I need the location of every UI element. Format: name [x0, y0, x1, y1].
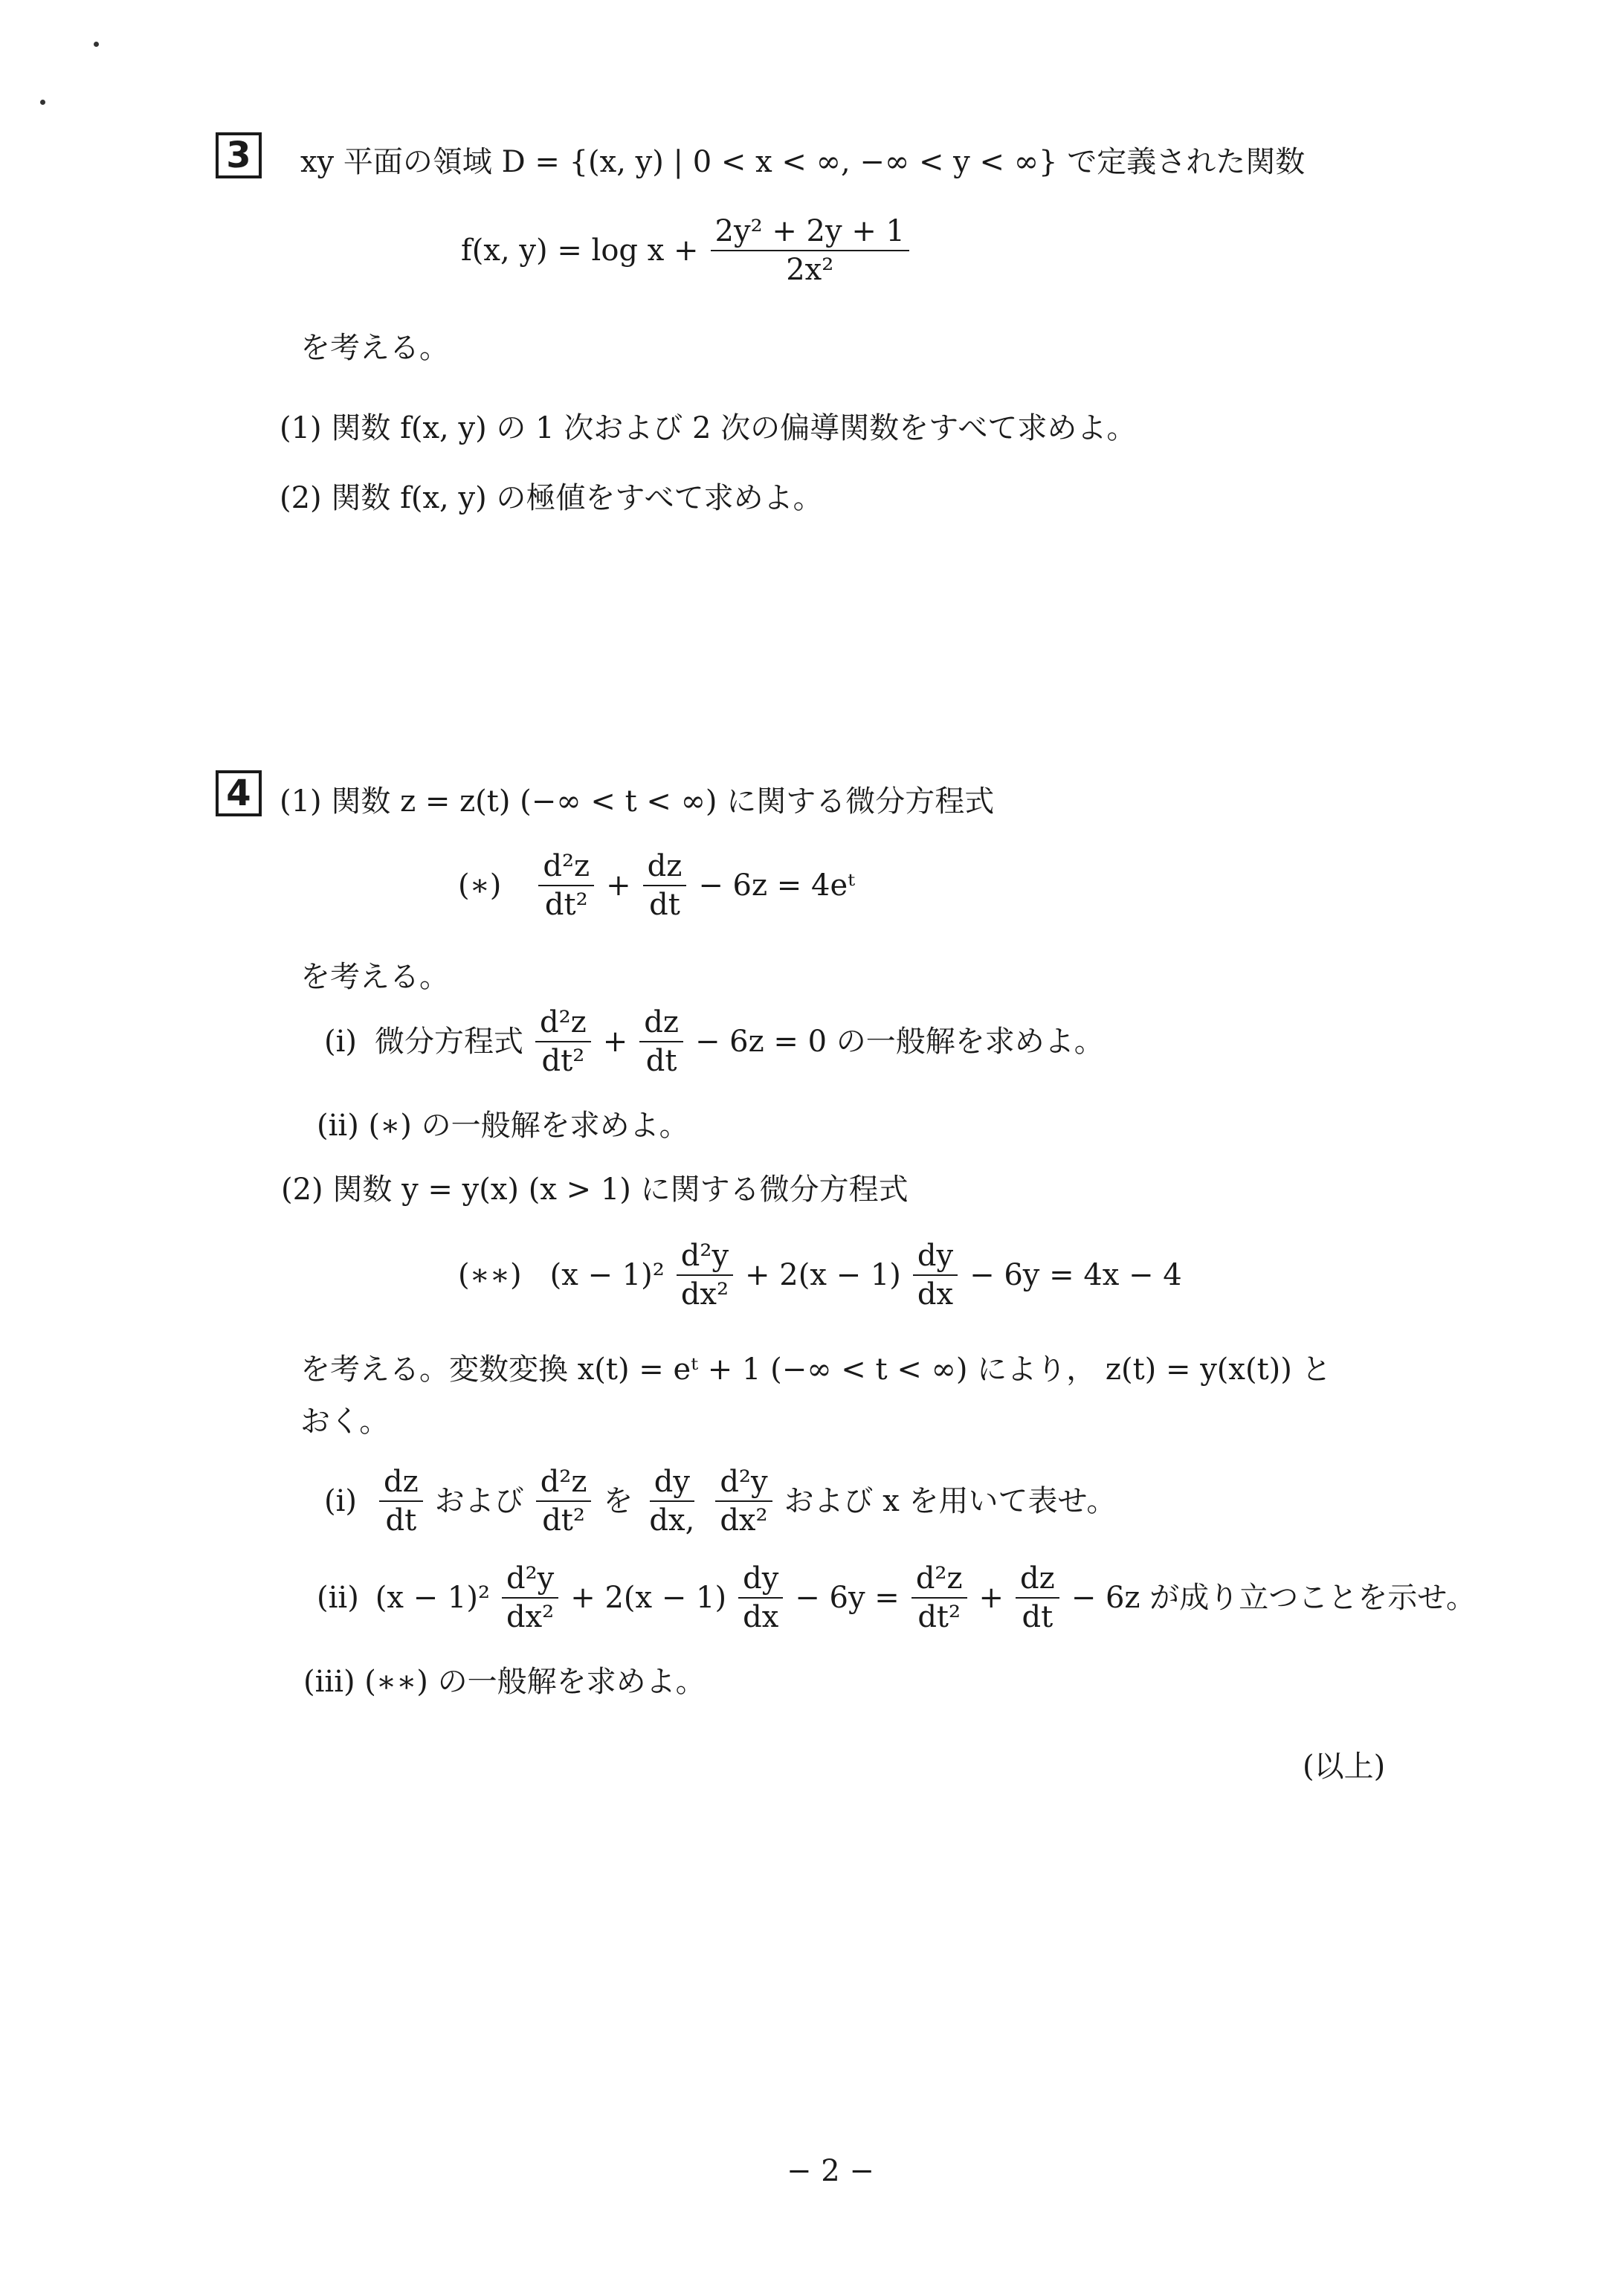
equation-double-star-tag: (∗∗) — [458, 1258, 522, 1292]
numerator: dy — [738, 1563, 783, 1599]
problem-4-number: 4 — [216, 770, 262, 816]
fraction — [1016, 1563, 1059, 1633]
denominator: dt² — [541, 1044, 585, 1078]
numerator: d²y — [502, 1563, 558, 1599]
numerator: dy — [650, 1466, 694, 1502]
denominator: dx² — [506, 1600, 555, 1634]
problem-4-part-2-intro: (2) 関数 y = y(x) (x > 1) に関する微分方程式 — [281, 1173, 909, 1207]
numerator: d²y — [715, 1466, 772, 1502]
denominator: dt — [385, 1503, 417, 1538]
sub-ii-mid: + 2(x − 1) — [570, 1581, 727, 1615]
numerator: dz — [379, 1466, 423, 1502]
fraction — [536, 1466, 592, 1536]
problem-3-consider: を考える。 — [300, 331, 449, 365]
fraction — [639, 1007, 683, 1077]
sub-ii-eq: − 6y = — [795, 1581, 900, 1615]
equation-star — [458, 851, 855, 920]
problem-3-intro: xy 平面の領域 D = {(x, y) | 0 < x < ∞, −∞ < y < ∞} で定義された関数 — [300, 145, 1306, 179]
numerator: d²z — [911, 1563, 967, 1599]
fraction — [538, 851, 594, 920]
problem-3-question-1: (1) 関数 f(x, y) の 1 次および 2 次の偏導関数をすべて求めよ。 — [280, 411, 1137, 445]
numerator: dz — [643, 851, 687, 886]
formula-denominator: 2x² — [786, 253, 834, 287]
fraction — [738, 1563, 783, 1633]
scan-speck — [94, 42, 99, 47]
fraction — [913, 1240, 958, 1310]
numerator: d²y — [677, 1240, 733, 1276]
eq-pre: (x − 1)² — [549, 1258, 665, 1292]
fraction — [643, 851, 687, 920]
problem-4-part-1-sub-ii: (ii) (∗) の一般解を求めよ。 — [317, 1109, 689, 1143]
problem-3-formula — [461, 216, 914, 286]
equation-star-tag: (∗) — [458, 868, 502, 903]
denominator: dx, — [649, 1503, 695, 1538]
numerator: dy — [913, 1240, 958, 1276]
equation-double-star — [458, 1240, 1182, 1310]
numerator: dz — [1016, 1563, 1059, 1599]
numerator: d²z — [538, 851, 594, 886]
problem-4-part-2-sub-iii: (iii) (∗∗) の一般解を求めよ。 — [303, 1665, 706, 1699]
fraction — [715, 1466, 772, 1536]
formula-numerator: 2y² + 2y + 1 — [711, 216, 909, 251]
sub-label: (i) — [324, 1025, 358, 1059]
numerator: d²z — [536, 1466, 592, 1502]
problem-4-part-2-sub-ii — [317, 1563, 1476, 1633]
fraction — [379, 1466, 423, 1536]
formula-fraction — [711, 216, 909, 286]
sub-i-post: および x を用いて表せ。 — [784, 1484, 1117, 1518]
problem-4-part-2-sub-i — [324, 1466, 1116, 1536]
plus-sign: + — [978, 1581, 1004, 1615]
denominator: dx² — [720, 1503, 768, 1538]
problem-4-part-2-consider-line-1: を考える。変数変換 x(t) = eᵗ + 1 (−∞ < t < ∞) により， z(t) = y(x(t)) と — [300, 1352, 1332, 1387]
problem-4-part-1-intro: (1) 関数 z = z(t) (−∞ < t < ∞) に関する微分方程式 — [280, 784, 995, 819]
denominator: dx — [917, 1277, 954, 1312]
sub-label: (ii) — [317, 1581, 359, 1615]
fraction — [535, 1007, 591, 1077]
denominator: dt — [645, 1044, 677, 1078]
fraction — [502, 1563, 558, 1633]
sub-ii-pre: (x − 1)² — [375, 1581, 490, 1615]
numerator: dz — [639, 1007, 683, 1042]
sub-i-pre: 微分方程式 — [375, 1025, 524, 1059]
wo-particle: を — [603, 1484, 633, 1518]
problem-3-number: 3 — [216, 132, 262, 178]
denominator: dt — [1022, 1600, 1054, 1634]
eq-post: − 6y = 4x − 4 — [969, 1258, 1182, 1292]
denominator: dt — [649, 888, 680, 922]
numerator: d²z — [535, 1007, 591, 1042]
fraction — [645, 1466, 699, 1536]
fraction — [911, 1563, 967, 1633]
plus-sign: + — [602, 1025, 628, 1059]
eq-mid: + 2(x − 1) — [745, 1258, 901, 1292]
denominator: dt² — [542, 1503, 585, 1538]
and-word: および — [434, 1484, 524, 1518]
plus-sign: + — [606, 868, 631, 903]
denominator: dx — [743, 1600, 779, 1634]
problem-4-part-1-sub-i — [324, 1007, 1104, 1077]
formula-lhs: f(x, y) = log x + — [461, 233, 699, 268]
page-number: − 2 − — [787, 2154, 874, 2188]
denominator: dt² — [544, 888, 588, 922]
denominator: dx² — [680, 1277, 729, 1312]
fraction — [677, 1240, 733, 1310]
problem-4-part-2-consider-line-2: おく。 — [300, 1405, 390, 1439]
equation-rest: − 6z = 4eᵗ — [698, 868, 856, 903]
problem-3-question-2: (2) 関数 f(x, y) の極値をすべて求めよ。 — [280, 481, 823, 515]
problem-4-part-1-consider: を考える。 — [300, 960, 449, 994]
sub-label: (i) — [324, 1484, 358, 1518]
sub-i-post: − 6z = 0 の一般解を求めよ。 — [694, 1025, 1104, 1059]
end-mark: (以上) — [1303, 1750, 1386, 1784]
denominator: dt² — [917, 1600, 961, 1634]
sub-ii-post: − 6z が成り立つことを示せ。 — [1071, 1581, 1477, 1615]
scan-speck — [40, 100, 45, 105]
